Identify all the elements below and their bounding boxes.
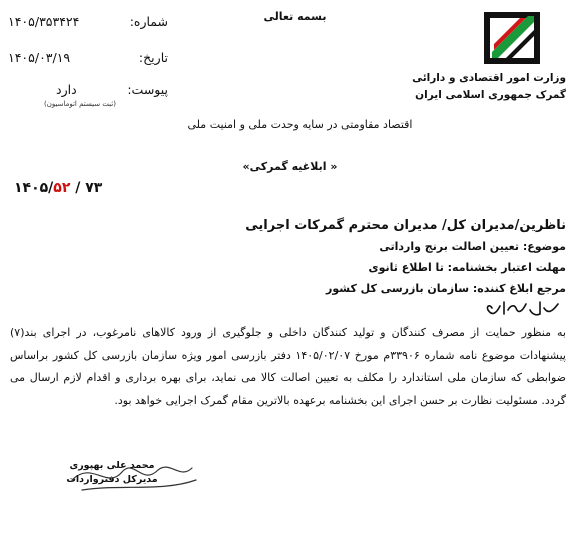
signatory-title: مدیرکل دفترواردات — [66, 474, 158, 485]
reference-number — [14, 180, 102, 196]
signatory-name: محمد علی بهپوری — [69, 460, 155, 471]
validity-line: مهلت اعتبار بخشنامه: تا اطلاع ثانوی — [368, 261, 566, 274]
org-customs-line: گمرک جمهوری اسلامی ایران — [415, 89, 566, 101]
bismillah-heading: بسمه تعالی — [263, 10, 327, 23]
letter-attachment-row — [8, 82, 168, 102]
body-paragraph: به منظور حمایت از مصرف کنندگان و تولید کنندگان داخلی و جلوگیری از ورود کالاهای نامرغوب، در اجرای بند(۷) پیشنهادات موضوع نامه شماره ۳۳۹۰۶م مورخ ۱۴۰۵/۰۲/۰۷ دفتر بازرسی امور ویژه سازمان بازرسی کل کشور براساس ضوابطی که سازمان ملی استاندارد را مکلف به تعیین اصالت کالا می نماید، برای بهره برداری و اقدام لازم ارسال می گردد. مسئولیت نظارت بر حسن اجرای این بخشنامه برعهده بالاترین مقام گمرک اجرایی خواهد بود. — [10, 326, 566, 407]
system-note: (ثبت سیستم اتوماسیون) — [44, 100, 116, 108]
authority-line: مرجع ابلاغ کننده: سازمان بازرسی کل کشور — [326, 282, 566, 295]
letter-number-row — [8, 14, 168, 34]
number-value: ۱۴۰۵/۳۵۳۴۲۴ — [8, 14, 80, 29]
notice-title: « ابلاغیه گمرکی» — [242, 160, 338, 173]
customs-logo — [480, 8, 544, 68]
number-label: شماره: — [129, 14, 168, 29]
subject-line: موضوع: تعیین اصالت برنج وارداتی — [379, 240, 566, 253]
reference-mid: ۵۲ — [53, 180, 71, 196]
org-ministry-line: وزارت امور اقتصادی و دارائی — [412, 72, 566, 84]
reference-year: ۱۴۰۵/ — [14, 180, 54, 196]
letter-date-row — [8, 50, 168, 70]
handwritten-greeting — [482, 298, 562, 320]
date-label: تاریخ: — [138, 50, 168, 65]
motto-line: اقتصاد مقاومتی در سایه وحدت ملی و امنیت ملی — [187, 118, 413, 131]
attachment-value: دارد — [56, 82, 77, 97]
reference-end: / ۷۳ — [70, 180, 103, 196]
addressee-line: ناظرین/مدیران کل/ مدیران محترم گمرکات اجرایی — [245, 218, 566, 233]
attachment-label: پیوست: — [127, 82, 168, 97]
date-value: ۱۴۰۵/۰۳/۱۹ — [8, 50, 71, 65]
